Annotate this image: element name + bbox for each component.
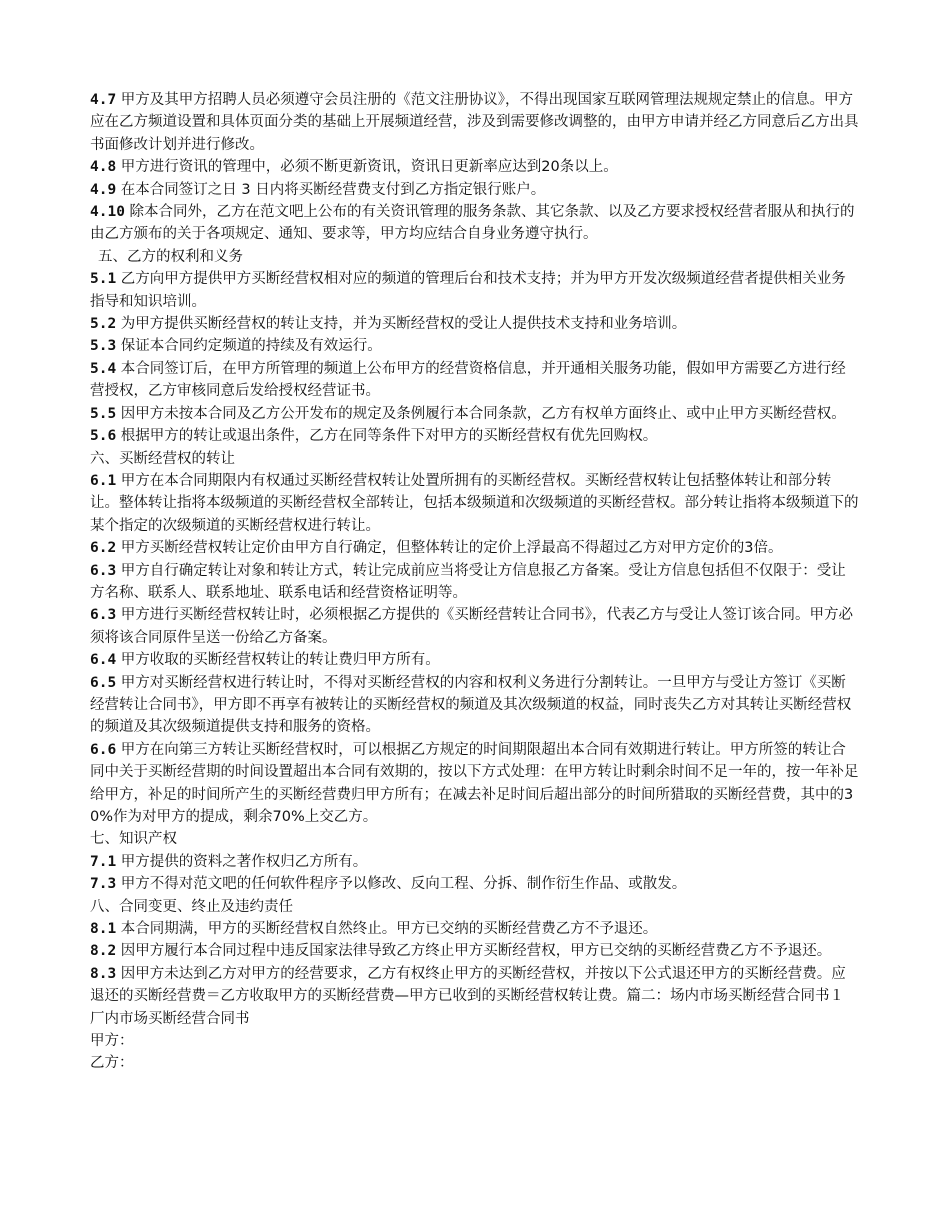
- clause-text: 甲方不得对范文吧的任何软件程序予以修改、反向工程、分拆、制作衍生作品、或散发。: [116, 876, 687, 893]
- clause-text: 保证本合同约定频道的持续及有效运行。: [116, 338, 382, 355]
- clause-6-5: [90, 672, 860, 739]
- clause-text: 甲方收取的买断经营权转让的转让费归甲方所有。: [116, 652, 440, 669]
- clause-5-1: [90, 268, 860, 313]
- clause-6-4: [90, 649, 860, 671]
- clause-number: 4.10: [90, 204, 125, 221]
- section-heading-6: 六、买断经营权的转让: [90, 450, 235, 467]
- clause-5-5: [90, 403, 860, 425]
- clause-text: 甲方进行买断经营权转让时，必须根据乙方提供的《买断经营转让合同书》，代表乙方与受让人签订该合同。甲方必须将该合同原件呈送一份给乙方备案。: [90, 607, 854, 646]
- clause-number: 6.5: [90, 674, 117, 691]
- clause-text: 本合同期满，甲方的买断经营权自然终止。甲方已交纳的买断经营费乙方不予退还。: [116, 921, 658, 938]
- clause-7-3: [90, 873, 860, 895]
- clause-5-3: [90, 335, 860, 357]
- clause-text: 因甲方未按本合同及乙方公开发布的规定及条例履行本合同条款，乙方有权单方面终止、或中止甲方买断经营权。: [116, 405, 846, 422]
- clause-number: 8.1: [90, 921, 117, 938]
- clause-text: 甲方在本合同期限内有权通过买断经营权转让处置所拥有的买断经营权。买断经营权转让包括整体转让和部分转让。整体转让指将本级频道的买断经营权全部转让，包括本级频道和次级频道的买断经营权。部分转让指将本级频道下的某个指定的次级频道的买断经营权进行转让。: [90, 472, 859, 534]
- clause-number: 5.2: [90, 316, 117, 333]
- clause-text: 根据甲方的转让或退出条件，乙方在同等条件下对甲方的买断经营权有优先回购权。: [116, 428, 658, 445]
- clause-number: 5.1: [90, 271, 117, 288]
- clause-5-2: [90, 313, 860, 335]
- section-heading-8: 八、合同变更、终止及违约责任: [90, 898, 293, 915]
- clause-text: 因甲方履行本合同过程中违反国家法律导致乙方终止甲方买断经营权，甲方已交纳的买断经营费乙方不予退还。: [116, 943, 832, 960]
- clause-number: 7.1: [90, 853, 117, 870]
- clause-number: 4.9: [90, 181, 117, 198]
- document-page: [90, 89, 860, 1075]
- clause-4-10: [90, 201, 860, 246]
- clause-6-1: [90, 470, 860, 537]
- clause-5-6: [90, 425, 860, 447]
- clause-6-6: [90, 739, 860, 829]
- clause-number: 6.4: [90, 652, 117, 669]
- clause-text: 为甲方提供买断经营权的转让支持，并为买断经营权的受让人提供技术支持和业务培训。: [116, 316, 687, 333]
- clause-6-2: [90, 537, 860, 559]
- clause-number: 6.3: [90, 562, 117, 579]
- clause-text: 甲方对买断经营权进行转让时，不得对买断经营权的内容和权利义务进行分割转让。一旦甲方与受让方签订《买断经营转让合同书》，甲方即不再享有被转让的买断经营权的频道及其次级频道的权益，同时丧失乙方对其转让买断经营权的频道及其次级频道提供支持和服务的资格。: [90, 674, 852, 736]
- clause-number: 8.3: [90, 965, 117, 982]
- clause-number: 5.6: [90, 428, 117, 445]
- clause-text: 甲方在向第三方转让买断经营权时，可以根据乙方规定的时间期限超出本合同有效期进行转让。甲方所签的转让合同中关于买断经营期的时间设置超出本合同有效期的，按以下方式处理：在甲方转让时剩余时间不足一年的，按一年补足给甲方，补足的时间所产生的买断经营费归甲方所有；在减去补足时间后超出部分的时间所猎取的买断经营费，其中的30%作为对甲方的提成，剩余70%上交乙方。: [90, 741, 859, 825]
- clause-text: 甲方进行资讯的管理中，必须不断更新资讯，资讯日更新率应达到20条以上。: [116, 159, 618, 176]
- section-heading-5: 五、乙方的权利和义务: [98, 248, 243, 265]
- clause-text: 甲方提供的资料之著作权归乙方所有。: [116, 853, 368, 870]
- clause-text: 乙方向甲方提供甲方买断经营权相对应的频道的管理后台和技术支持；并为甲方开发次级频道经营者提供相关业务指导和知识培训。: [90, 271, 846, 310]
- clause-number: 8.2: [90, 943, 117, 960]
- clause-text: 在本合同签订之日 3 日内将买断经营费支付到乙方指定银行账户。: [116, 181, 546, 198]
- clause-text: 甲方自行确定转让对象和转让方式，转让完成前应当将受让方信息报乙方备案。受让方信息包括但不仅限于：受让方名称、联系人、联系地址、联系电话和经营资格证明等。: [90, 562, 846, 601]
- clause-number: 5.4: [90, 360, 117, 377]
- clause-number: 5.3: [90, 338, 117, 355]
- clause-text: 甲方买断经营权转让定价由甲方自行确定，但整体转让的定价上浮最高不得超过乙方对甲方定价的3倍。: [116, 540, 783, 557]
- clause-number: 4.8: [90, 159, 117, 176]
- clause-text: 因甲方未达到乙方对甲方的经营要求，乙方有权终止甲方的买断经营权，并按以下公式退还甲方的买断经营费。应退还的买断经营费＝乙方收取甲方的买断经营费—甲方已收到的买断经营权转让费。篇二：场内市场买断经营合同书１: [90, 965, 846, 1005]
- clause-text: 除本合同外，乙方在范文吧上公布的有关资讯管理的服务条款、其它条款、以及乙方要求授权经营者服从和执行的由乙方颁布的关于各项规定、通知、要求等，甲方均应结合自身业务遵守执行。: [90, 204, 855, 243]
- clause-number: 6.2: [90, 540, 117, 557]
- clause-6-3b: [90, 604, 860, 649]
- clause-5-4: [90, 358, 860, 403]
- party-b-label: 乙方：: [90, 1055, 134, 1072]
- clause-number: 6.6: [90, 741, 117, 758]
- clause-text: 甲方及其甲方招聘人员必须遵守会员注册的《范文注册协议》，不得出现国家互联网管理法规规定禁止的信息。甲方应在乙方频道设置和具体页面分类的基础上开展频道经营，涉及到需要修改调整的，由甲方申请并经乙方同意后乙方出具书面修改计划并进行修改。: [90, 92, 859, 153]
- contract-title: 厂内市场买断经营合同书: [90, 1010, 250, 1027]
- clause-number: 4.7: [90, 92, 117, 108]
- clause-4-7: [90, 89, 860, 156]
- clause-number: 5.5: [90, 405, 117, 422]
- clause-text: 本合同签订后，在甲方所管理的频道上公布甲方的经营资格信息，并开通相关服务功能，假如甲方需要乙方进行经营授权，乙方审核同意后发给授权经营证书。: [90, 360, 846, 400]
- clause-number: 6.3: [90, 607, 117, 624]
- clause-8-2: [90, 940, 860, 962]
- clause-8-1: [90, 918, 860, 940]
- section-heading-7: 七、知识产权: [90, 831, 177, 848]
- clause-7-1: [90, 851, 860, 873]
- clause-8-3: [90, 963, 860, 1008]
- clause-number: 6.1: [90, 472, 117, 489]
- party-a-label: 甲方：: [90, 1033, 134, 1050]
- clause-4-9: [90, 179, 860, 201]
- clause-number: 7.3: [90, 876, 117, 893]
- clause-6-3a: [90, 560, 860, 605]
- clause-4-8: [90, 156, 860, 178]
